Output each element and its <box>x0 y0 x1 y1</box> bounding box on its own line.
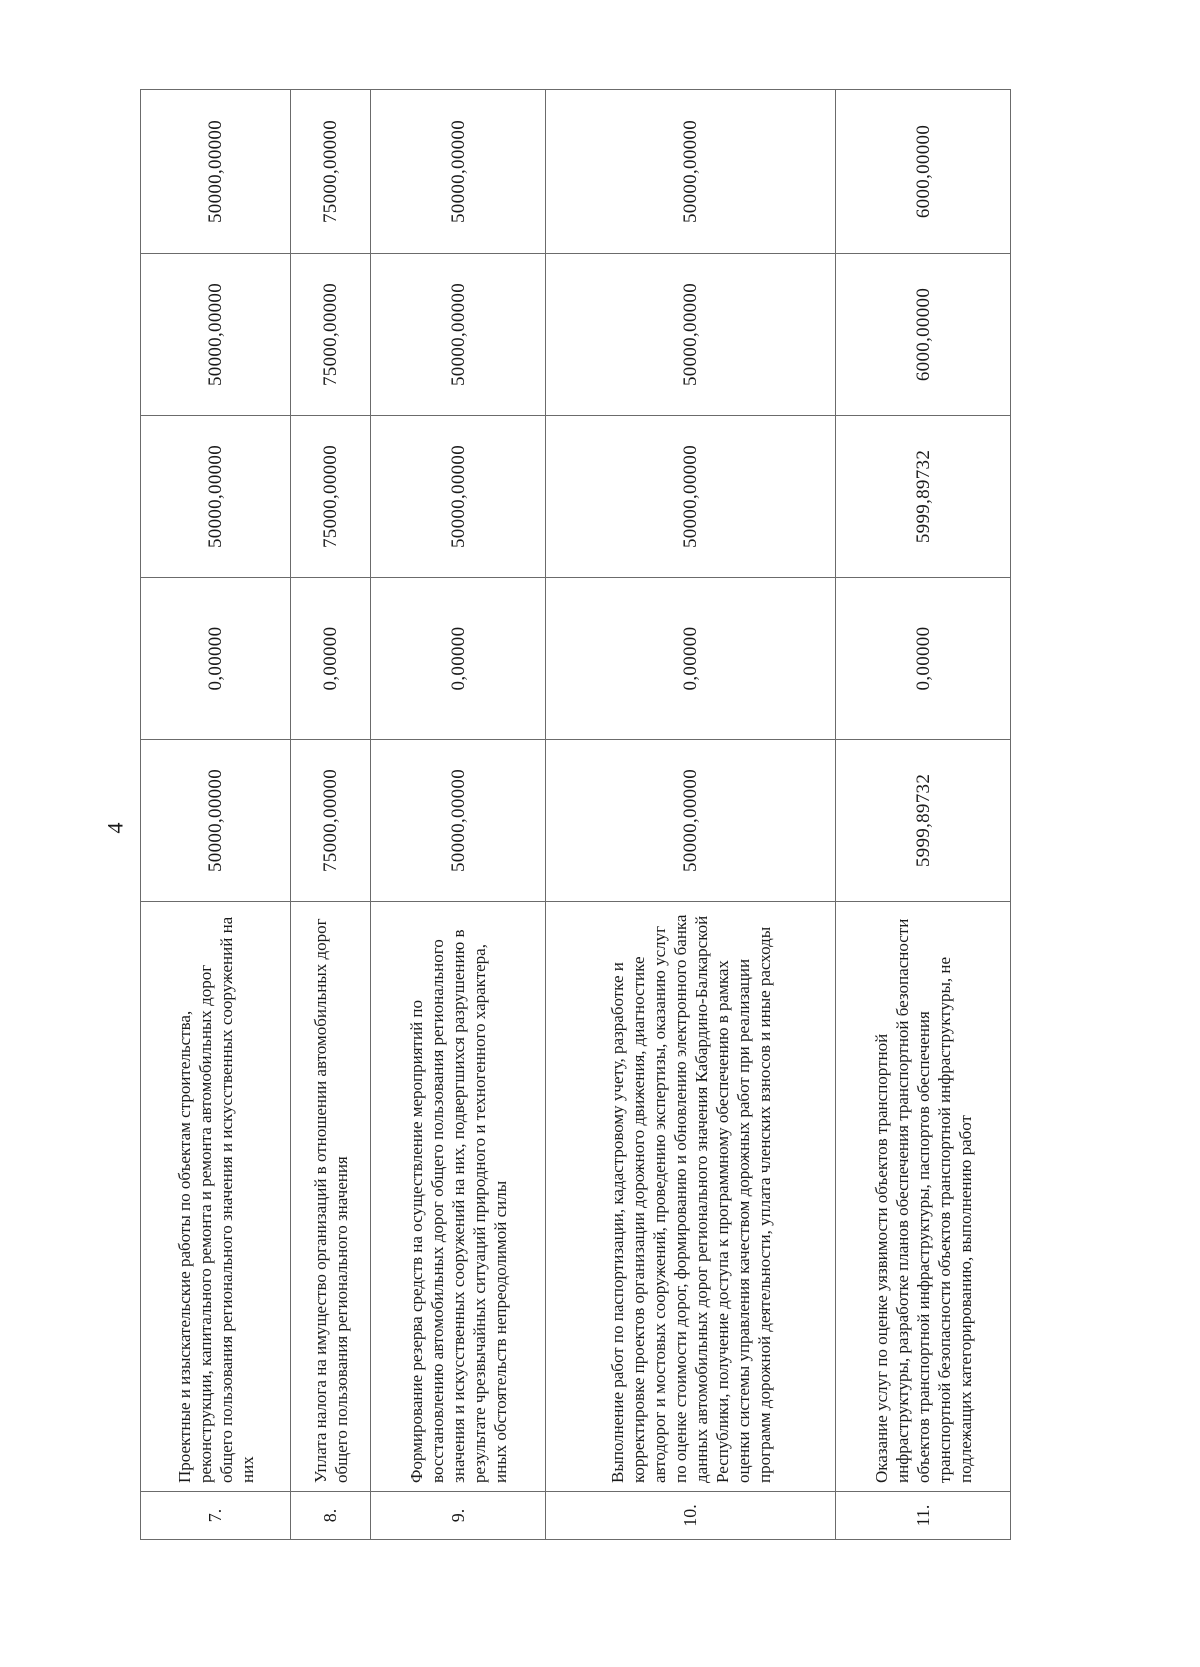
row-value-3: 5999,89732 <box>836 416 1011 578</box>
row-value-3: 50000,00000 <box>141 416 291 578</box>
row-value-1: 50000,00000 <box>141 740 291 902</box>
row-description: Выполнение работ по паспортизации, кадастровому учету, разработке и корректировке проектов организации дорожного движения, диагностике автодорог и мостовых сооружений, проведению экспертизы, оказанию услуг по оценке стоимости дорог, формированию и обновлению электронного банка данных автомобильных дорог регионального значения Кабардино-Балкарской Республики, получение доступа к программному обеспечению в рамках оценки системы управления качеством дорожных работ при реализации программ дорожной деятельности, уплата членских взносов и иные расходы <box>546 902 836 1492</box>
table-row <box>546 90 836 1540</box>
row-value-1: 50000,00000 <box>546 740 836 902</box>
row-description: Формирование резерва средств на осуществление мероприятий по восстановлению автомобильных дорог общего пользования регионального значения и искусственных сооружений на них, подвергшихся разрушению в результате чрезвычайных ситуаций природного и техногенного характера, иных обстоятельств непреодолимой силы <box>371 902 546 1492</box>
budget-table-sheet <box>140 90 1010 1540</box>
table-row <box>371 90 546 1540</box>
table-row <box>836 90 1011 1540</box>
row-value-1: 5999,89732 <box>836 740 1011 902</box>
row-value-4: 50000,00000 <box>141 254 291 416</box>
table-row <box>141 90 291 1540</box>
row-value-5: 50000,00000 <box>371 90 546 254</box>
row-value-5: 50000,00000 <box>546 90 836 254</box>
row-description: Уплата налога на имущество организаций в отношении автомобильных дорог общего пользования регионального значения <box>291 902 371 1492</box>
row-value-3: 75000,00000 <box>291 416 371 578</box>
row-number: 11. <box>836 1492 1011 1540</box>
row-value-5: 6000,00000 <box>836 90 1011 254</box>
row-number: 9. <box>371 1492 546 1540</box>
row-value-3: 50000,00000 <box>546 416 836 578</box>
row-description: Оказание услуг по оценке уязвимости объектов транспортной инфраструктуры, разработке планов обеспечения транспортной безопасности объектов транспортной инфраструктуры, паспортов обеспечения транспортной безопасности объектов транспортной инфраструктуры, не подлежащих категорированию, выполнению работ <box>836 902 1011 1492</box>
row-value-4: 6000,00000 <box>836 254 1011 416</box>
row-number: 7. <box>141 1492 291 1540</box>
budget-table <box>140 89 1011 1540</box>
row-value-2: 0,00000 <box>141 578 291 740</box>
row-value-4: 50000,00000 <box>371 254 546 416</box>
row-number: 8. <box>291 1492 371 1540</box>
row-value-1: 75000,00000 <box>291 740 371 902</box>
row-value-2: 0,00000 <box>836 578 1011 740</box>
row-description: Проектные и изыскательские работы по объектам строительства, реконструкции, капитального ремонта и ремонта автомобильных дорог общего пользования регионального значения и искусственных сооружений на них <box>141 902 291 1492</box>
row-value-2: 0,00000 <box>371 578 546 740</box>
row-value-4: 50000,00000 <box>546 254 836 416</box>
row-value-2: 0,00000 <box>546 578 836 740</box>
row-value-4: 75000,00000 <box>291 254 371 416</box>
row-value-5: 50000,00000 <box>141 90 291 254</box>
row-value-1: 50000,00000 <box>371 740 546 902</box>
row-number: 10. <box>546 1492 836 1540</box>
row-value-2: 0,00000 <box>291 578 371 740</box>
row-value-3: 50000,00000 <box>371 416 546 578</box>
table-row <box>291 90 371 1540</box>
page-number: 4 <box>102 822 128 834</box>
row-value-5: 75000,00000 <box>291 90 371 254</box>
